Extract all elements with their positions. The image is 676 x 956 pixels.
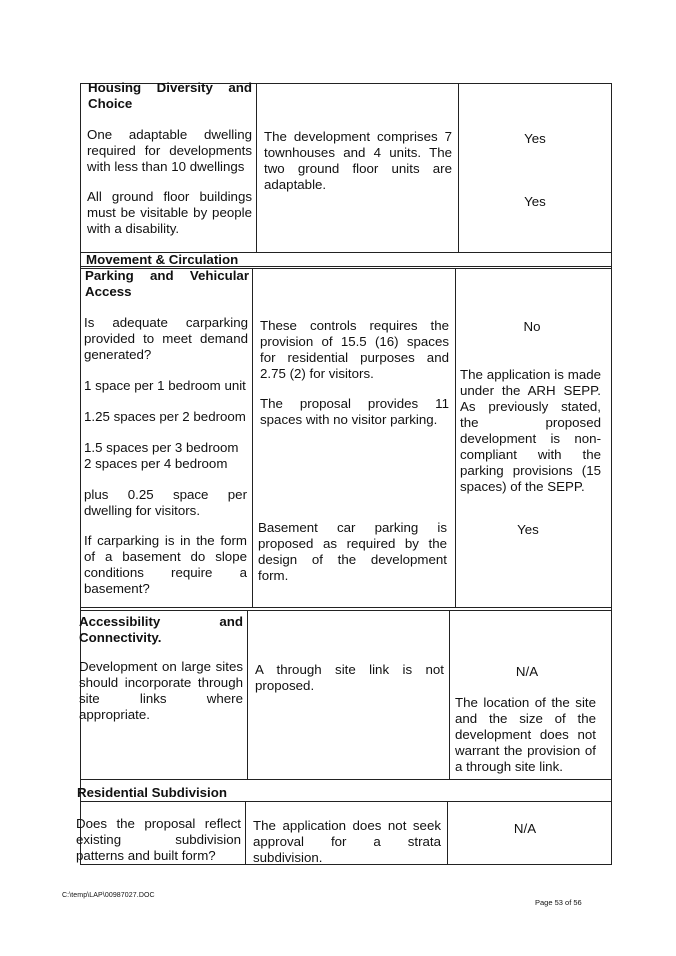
- table-rule: [449, 610, 450, 780]
- subdivision-result: N/A: [513, 821, 537, 836]
- parking-comment-controls: These controls requires the provision of 15.5 (16) spaces for residential purposes and 2.75 (2) for visitors.: [260, 318, 449, 381]
- access-result: N/A: [515, 664, 539, 679]
- access-result-note: The location of the site and the size of the development does not warrant the provision of a through site link.: [455, 695, 596, 774]
- subdivision-criterion: Does the proposal reflect existing subdivision patterns and built form?: [76, 816, 241, 863]
- section-heading-subdivision: Residential Subdivision: [77, 785, 227, 800]
- access-criterion: Development on large sites should incorporate through site links where appropriate.: [79, 659, 243, 722]
- table-rule: [256, 83, 257, 252]
- table-rule: [80, 610, 612, 611]
- parking-result-2: Yes: [517, 522, 539, 537]
- subdivision-comment: The application does not seek approval for a strata subdivision.: [253, 818, 441, 865]
- parking-result-note: The application is made under the ARH SEPP. As previously stated, the proposed development is non-compliant with the parking provisions (15 spaces) of the SEPP.: [460, 367, 601, 494]
- table-border-right: [611, 83, 612, 865]
- section-heading-parking: Parking and Vehicular Access: [85, 268, 249, 299]
- table-rule: [80, 779, 612, 780]
- table-rule: [455, 268, 456, 608]
- table-border-left: [80, 83, 81, 865]
- table-rule: [247, 610, 248, 780]
- housing-comment: The development comprises 7 townhouses and 4 units. The two ground floor units are adaptable.: [264, 129, 452, 192]
- parking-rate-5: plus 0.25 space per dwelling for visitors.: [84, 487, 247, 518]
- parking-rate-1: 1 space per 1 bedroom unit: [84, 378, 246, 393]
- footer-page-number: Page 53 of 56: [535, 898, 582, 907]
- housing-criterion-adaptable: One adaptable dwelling required for developments with less than 10 dwellings: [87, 127, 252, 174]
- parking-criterion-demand: Is adequate carparking provided to meet demand generated?: [84, 315, 248, 362]
- section-heading-movement: Movement & Circulation: [86, 252, 239, 267]
- parking-comment-provided: The proposal provides 11 spaces with no visitor parking.: [260, 396, 449, 427]
- table-rule: [245, 801, 246, 865]
- footer-file-path: C:\temp\LAP\00987027.DOC: [62, 892, 155, 899]
- parking-result-1: No: [523, 319, 541, 334]
- parking-rate-2: 1.25 spaces per 2 bedroom: [84, 409, 246, 424]
- parking-comment-basement: Basement car parking is proposed as required by the design of the development form.: [258, 520, 447, 583]
- parking-rate-4: 2 spaces per 4 bedroom: [84, 456, 228, 471]
- parking-rate-3: 1.5 spaces per 3 bedroom: [84, 440, 239, 455]
- table-rule: [447, 801, 448, 865]
- parking-criterion-basement: If carparking is in the form of a basement do slope conditions require a basement?: [84, 533, 247, 596]
- housing-result-2: Yes: [524, 194, 546, 209]
- section-heading-housing: Housing Diversity and Choice: [88, 80, 252, 111]
- access-comment: A through site link is not proposed.: [255, 662, 444, 693]
- table-rule: [252, 268, 253, 608]
- housing-result-1: Yes: [524, 131, 546, 146]
- housing-criterion-visitable: All ground floor buildings must be visitable by people with a disability.: [87, 189, 252, 236]
- section-heading-accessibility: Accessibility and Connectivity.: [79, 614, 243, 645]
- table-rule: [80, 801, 612, 802]
- table-rule: [80, 607, 612, 608]
- table-rule: [458, 83, 459, 252]
